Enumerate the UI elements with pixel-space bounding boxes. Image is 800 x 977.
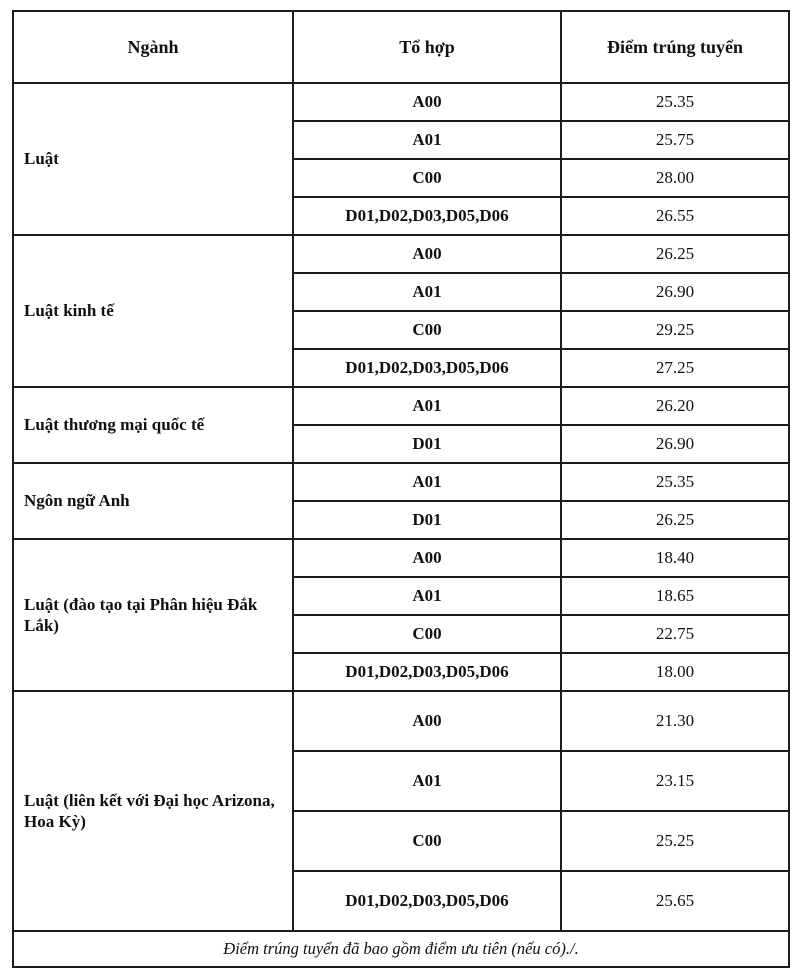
major-cell: Luật (liên kết với Đại học Arizona, Hoa Kỳ) [13, 691, 293, 931]
table-row [13, 235, 789, 273]
header-combo: Tổ hợp [293, 11, 561, 83]
combo-cell: D01,D02,D03,D05,D06 [293, 871, 561, 931]
combo-cell: D01,D02,D03,D05,D06 [293, 197, 561, 235]
score-cell: 23.15 [561, 751, 789, 811]
table-row [13, 691, 789, 751]
combo-cell: A01 [293, 273, 561, 311]
score-cell: 29.25 [561, 311, 789, 349]
score-cell: 21.30 [561, 691, 789, 751]
score-cell: 25.35 [561, 463, 789, 501]
combo-cell: D01 [293, 425, 561, 463]
major-cell: Luật [13, 83, 293, 235]
combo-cell: A00 [293, 691, 561, 751]
combo-cell: D01,D02,D03,D05,D06 [293, 349, 561, 387]
major-cell: Luật (đào tạo tại Phân hiệu Đắk Lắk) [13, 539, 293, 691]
combo-cell: A00 [293, 83, 561, 121]
score-cell: 25.25 [561, 811, 789, 871]
score-cell: 28.00 [561, 159, 789, 197]
combo-cell: A01 [293, 387, 561, 425]
major-cell: Ngôn ngữ Anh [13, 463, 293, 539]
header-major: Ngành [13, 11, 293, 83]
combo-cell: C00 [293, 159, 561, 197]
combo-cell: C00 [293, 811, 561, 871]
table-row [13, 463, 789, 501]
score-cell: 26.90 [561, 425, 789, 463]
score-cell: 18.00 [561, 653, 789, 691]
combo-cell: D01 [293, 501, 561, 539]
admission-score-table-wrap [12, 10, 788, 968]
score-cell: 26.25 [561, 235, 789, 273]
major-cell: Luật thương mại quốc tế [13, 387, 293, 463]
combo-cell: A01 [293, 751, 561, 811]
table-row [13, 83, 789, 121]
combo-cell: C00 [293, 311, 561, 349]
header-score: Điểm trúng tuyển [561, 11, 789, 83]
score-cell: 25.65 [561, 871, 789, 931]
combo-cell: C00 [293, 615, 561, 653]
score-cell: 27.25 [561, 349, 789, 387]
footer-note: Điểm trúng tuyển đã bao gồm điểm ưu tiên (nếu có)./. [13, 931, 789, 967]
admission-score-table [12, 10, 790, 968]
footer-row [13, 931, 789, 967]
combo-cell: D01,D02,D03,D05,D06 [293, 653, 561, 691]
header-row [13, 11, 789, 83]
score-cell: 26.20 [561, 387, 789, 425]
combo-cell: A01 [293, 577, 561, 615]
score-cell: 26.55 [561, 197, 789, 235]
combo-cell: A00 [293, 539, 561, 577]
table-row [13, 387, 789, 425]
combo-cell: A01 [293, 121, 561, 159]
score-cell: 26.90 [561, 273, 789, 311]
score-cell: 26.25 [561, 501, 789, 539]
score-cell: 22.75 [561, 615, 789, 653]
combo-cell: A01 [293, 463, 561, 501]
score-cell: 25.35 [561, 83, 789, 121]
combo-cell: A00 [293, 235, 561, 273]
table-row [13, 539, 789, 577]
score-cell: 18.65 [561, 577, 789, 615]
score-cell: 25.75 [561, 121, 789, 159]
major-cell: Luật kinh tế [13, 235, 293, 387]
score-cell: 18.40 [561, 539, 789, 577]
